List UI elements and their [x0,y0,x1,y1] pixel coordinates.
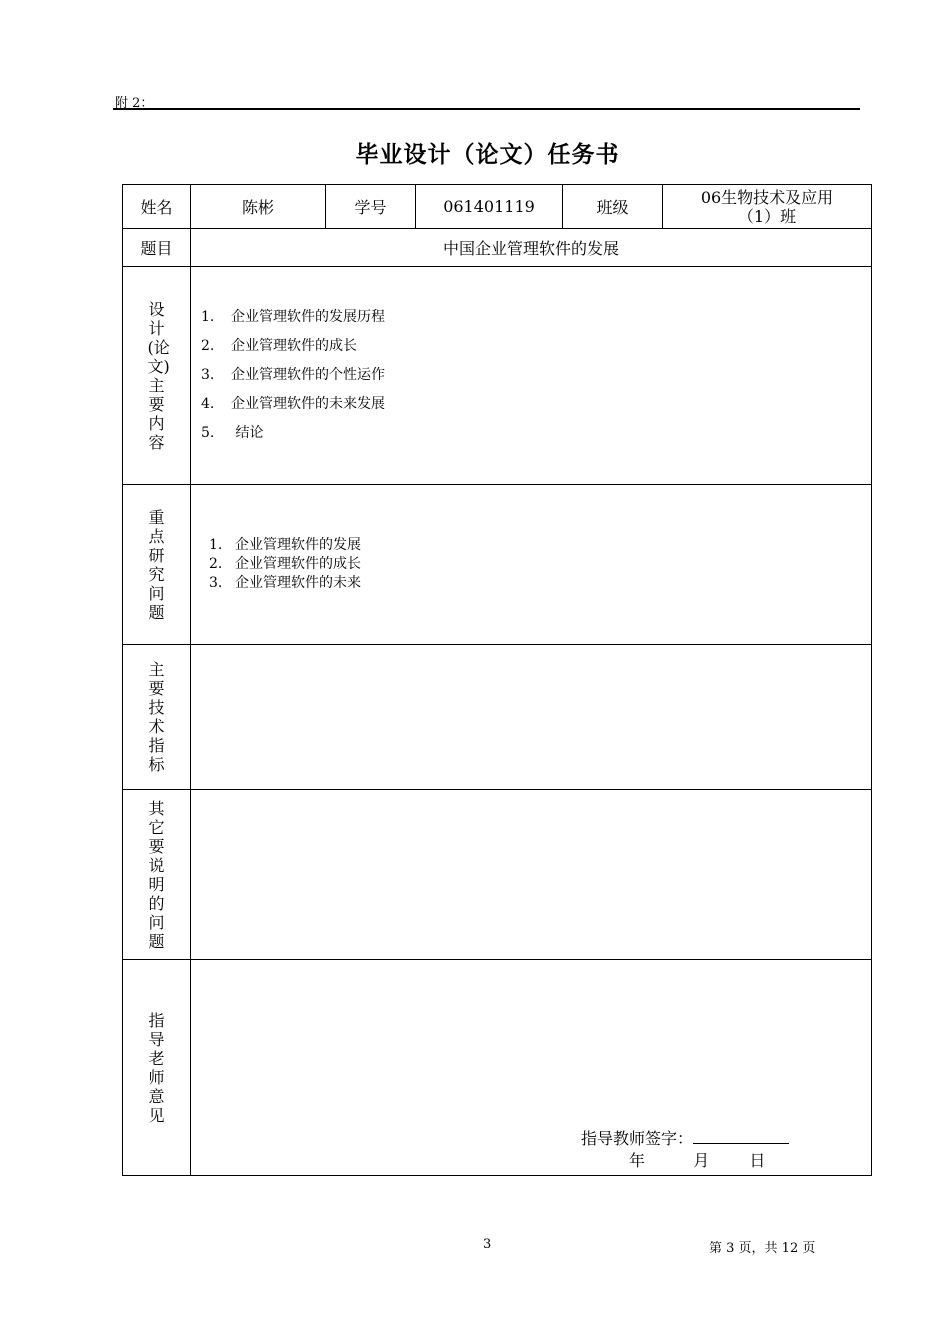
key-issues-label-cell [123,485,191,645]
class-value [663,185,872,229]
date-month: 月 [693,1151,710,1170]
list-item: 5. 结论 [201,425,264,441]
list-item: 2. 企业管理软件的成长 [209,556,361,572]
class-value-line1: 06生物技术及应用 [700,187,834,207]
advisor-row [123,960,872,1176]
topic-label: 题目 [123,229,191,267]
content-label-cell [123,267,191,485]
topic-row [123,229,872,267]
class-label: 班级 [563,185,663,229]
other-cell [191,790,872,960]
key-issues-row [123,485,872,645]
footer-page-number: 3 [483,1237,492,1252]
task-form-table [122,184,872,1176]
name-label: 姓名 [123,185,191,229]
date-day: 日 [749,1151,766,1170]
list-item: 1. 企业管理软件的发展历程 [201,309,385,325]
student-id-value: 061401119 [416,185,563,229]
student-id-label: 学号 [326,185,416,229]
content-label: 设计(论文)主要内容 [147,299,170,452]
other-label-cell [123,790,191,960]
list-item: 4. 企业管理软件的未来发展 [201,396,385,412]
list-item: 3. 企业管理软件的个性运作 [201,367,385,383]
footer-page-count: 第 3 页，共 12 页 [709,1241,816,1256]
advisor-cell [191,960,872,1176]
list-item: 3. 企业管理软件的未来 [209,575,361,591]
tech-row [123,645,872,790]
key-issues-cell [191,485,872,645]
signature-label: 指导教师签字： [581,1129,694,1148]
date-year: 年 [629,1151,646,1170]
advisor-label: 指导老师意见 [148,1010,165,1125]
content-row [123,267,872,485]
content-cell [191,267,872,485]
name-value: 陈彬 [191,185,326,229]
date-line [629,1148,765,1171]
list-item: 1. 企业管理软件的发展 [209,537,361,553]
tech-label-cell [123,645,191,790]
tech-label: 主要技术指标 [148,660,165,774]
header-note: 附 2： [115,96,154,111]
content-list [191,303,871,448]
signature-blank[interactable] [693,1129,789,1144]
tech-cell [191,645,872,790]
page-title: 毕业设计（论文）任务书 [355,142,620,168]
signature-line [581,1126,789,1149]
key-issues-list [191,536,871,593]
list-item: 2. 企业管理软件的成长 [201,338,357,354]
key-issues-label: 重点研究问题 [148,507,165,622]
other-label: 其它要说明的问题 [148,798,165,951]
other-row [123,790,872,960]
header-rule [113,108,860,110]
topic-value: 中国企业管理软件的发展 [191,229,872,267]
advisor-label-cell [123,960,191,1176]
info-row [123,185,872,229]
class-value-line2: （1）班 [737,206,797,226]
